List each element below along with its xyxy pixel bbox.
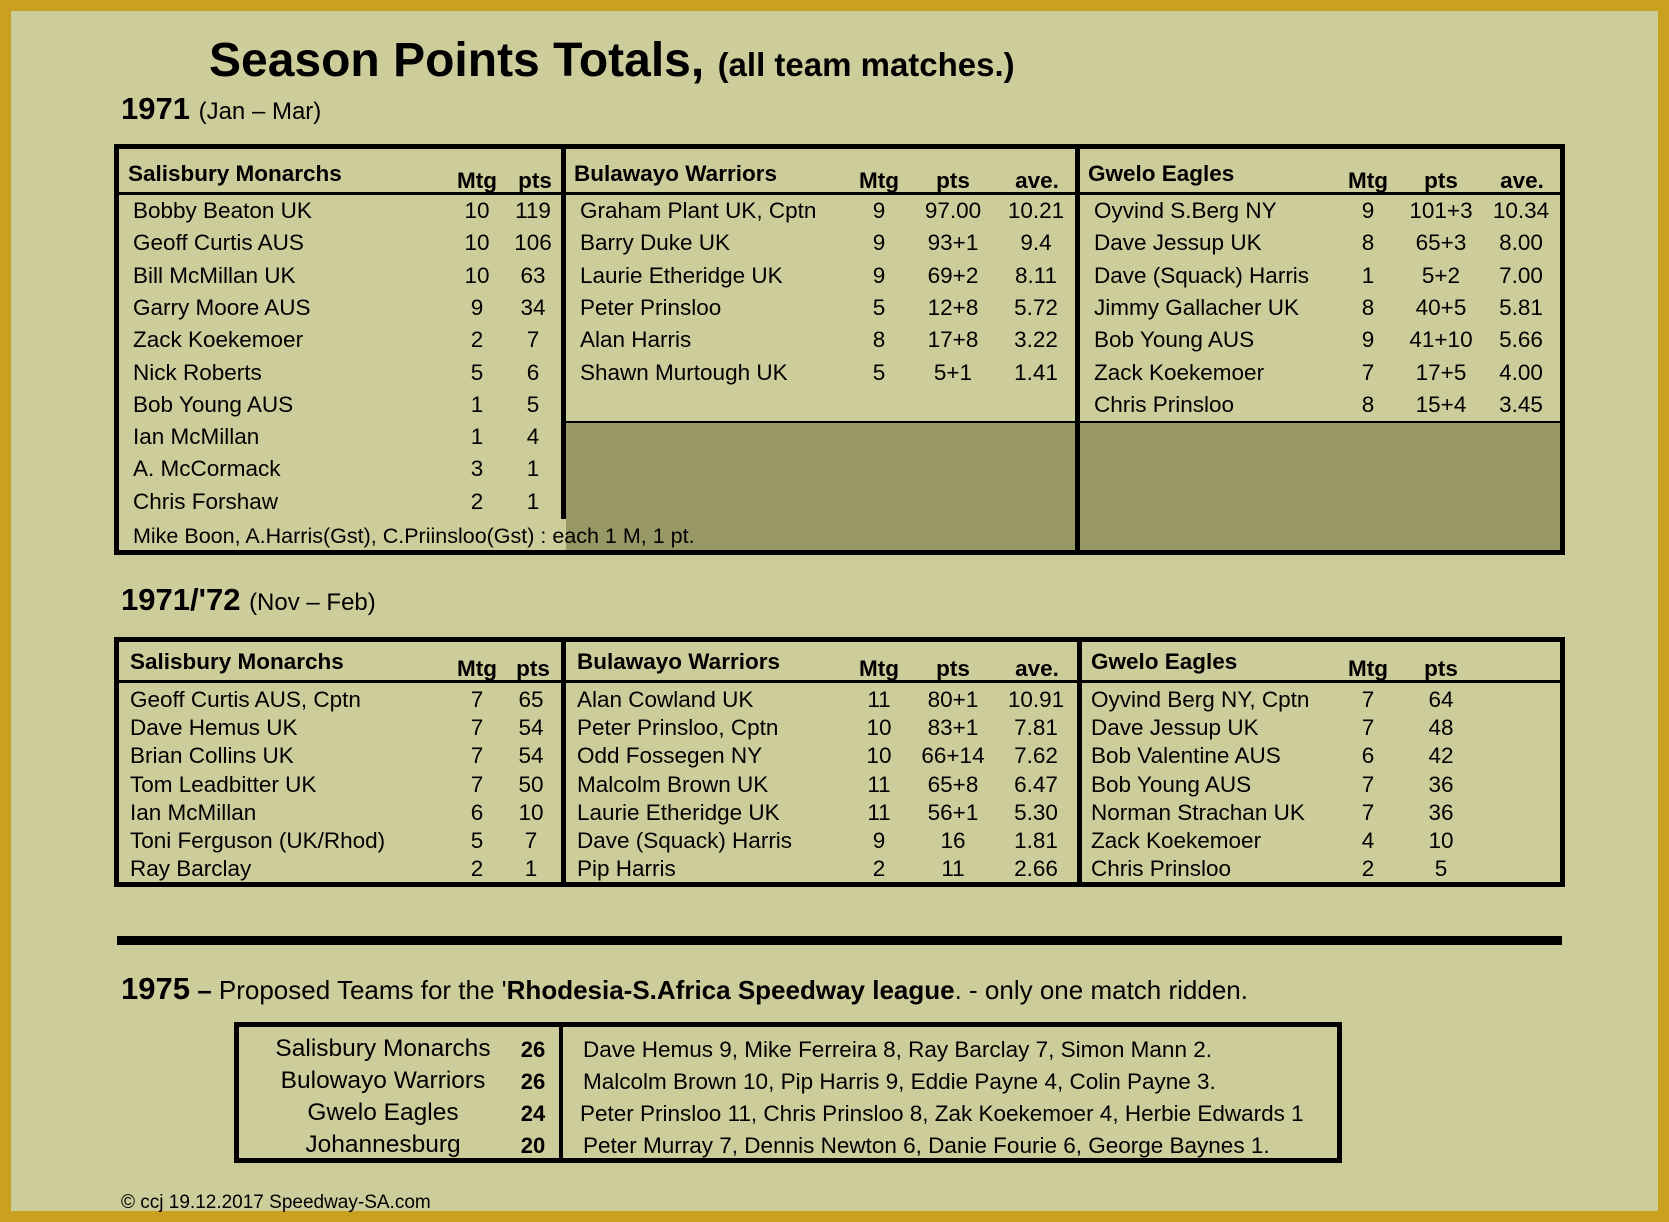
rider-name: Zack Koekemoer [1091, 828, 1262, 853]
rider-meetings: 5 [470, 360, 484, 385]
rider-average: 8.11 [1014, 263, 1058, 288]
rider-meetings: 1 [470, 392, 484, 417]
col-header-pts: pts [936, 168, 970, 193]
team-header: Salisbury Monarchs [128, 161, 342, 186]
heading-text-end: . - only one match ridden. [954, 975, 1248, 1005]
rider-meetings: 10 [866, 715, 892, 740]
rider-points: 5+2 [1421, 263, 1461, 288]
rider-name: Bob Young AUS [1094, 327, 1255, 352]
rider-average: 3.45 [1499, 392, 1543, 417]
team-name: Salisbury Monarchs [275, 1035, 491, 1062]
column-divider [1077, 642, 1082, 882]
rider-points: 16 [940, 828, 966, 853]
team-header: Salisbury Monarchs [130, 649, 344, 674]
rider-name: Peter Prinsloo [580, 295, 722, 320]
rider-average: 5.30 [1014, 800, 1058, 825]
rider-name: Shawn Murtough UK [580, 360, 788, 385]
rider-name: Laurie Etheridge UK [577, 800, 780, 825]
col-header-pts: pts [1424, 656, 1458, 681]
rider-name: Alan Harris [580, 327, 692, 352]
rider-name: Norman Strachan UK [1091, 800, 1305, 825]
season-span: (Nov – Feb) [249, 589, 376, 616]
rider-name: Laurie Etheridge UK [580, 263, 783, 288]
rider-name: Ian McMillan [133, 424, 260, 449]
rider-points: 63 [520, 263, 546, 288]
title-main: Season Points Totals, [209, 34, 705, 87]
rider-meetings: 7 [470, 715, 484, 740]
col-header-mtg: Mtg [1348, 656, 1388, 681]
rider-meetings: 11 [867, 687, 891, 712]
rider-points: 12+8 [927, 295, 979, 320]
page-title [209, 33, 1015, 88]
col-header-mtg: Mtg [859, 168, 899, 193]
rider-points: 119 [515, 198, 551, 223]
rider-points: 101+3 [1409, 198, 1473, 223]
rider-name: Oyvind S.Berg NY [1094, 198, 1277, 223]
rider-meetings: 9 [872, 198, 886, 223]
rider-name: Zack Koekemoer [133, 327, 304, 352]
copyright-footer: © ccj 19.12.2017 Speedway-SA.com [121, 1192, 431, 1213]
rider-name: Dave (Squack) Harris [1094, 263, 1310, 288]
rider-points: 106 [514, 230, 552, 255]
rider-name: Tom Leadbitter UK [130, 772, 317, 797]
team-header: Gwelo Eagles [1088, 161, 1235, 186]
rider-points: 17+8 [927, 327, 979, 352]
rider-name: Ray Barclay [130, 856, 252, 881]
rider-meetings: 2 [470, 856, 484, 881]
rider-points: 54 [518, 743, 544, 768]
rider-points: 97.00 [924, 198, 982, 223]
salisbury-1971-note: Mike Boon, A.Harris(Gst), C.Priinsloo(Gst) : each 1 M, 1 pt. [133, 524, 695, 548]
team-riders: Peter Prinsloo 11, Chris Prinsloo 8, Zak Koekemoer 4, Herbie Edwards 1 [580, 1101, 1304, 1126]
rider-meetings: 4 [1361, 828, 1375, 853]
rider-average: 7.62 [1014, 743, 1058, 768]
rider-name: Chris Prinsloo [1091, 856, 1232, 881]
rider-points: 7 [524, 828, 538, 853]
rider-name: Dave (Squack) Harris [577, 828, 793, 853]
empty-fill [1080, 423, 1560, 550]
rider-name: Bob Valentine AUS [1091, 743, 1281, 768]
team-points: 26 [520, 1069, 546, 1094]
col-header-pts: pts [936, 656, 970, 681]
rider-average: 4.00 [1499, 360, 1543, 385]
rider-meetings: 7 [470, 743, 484, 768]
rider-average: 7.81 [1014, 715, 1058, 740]
rider-average: 10.34 [1492, 198, 1550, 223]
rider-points: 93+1 [927, 230, 979, 255]
rider-name: Malcolm Brown UK [577, 772, 769, 797]
rider-name: Peter Prinsloo, Cptn [577, 715, 779, 740]
rider-name: Zack Koekemoer [1094, 360, 1265, 385]
rider-points: 50 [518, 772, 544, 797]
title-sub: (all team matches.) [717, 46, 1015, 83]
rider-name: Bobby Beaton UK [133, 198, 312, 223]
rider-meetings: 3 [470, 456, 484, 481]
rider-meetings: 11 [867, 800, 891, 825]
rider-points: 36 [1428, 772, 1454, 797]
rider-points: 40+5 [1415, 295, 1467, 320]
team-header: Bulawayo Warriors [574, 161, 777, 186]
rider-meetings: 10 [464, 230, 490, 255]
col-header-pts: pts [516, 656, 550, 681]
rider-points: 5 [1434, 856, 1448, 881]
rider-name: Geoff Curtis AUS [133, 230, 304, 255]
season-heading-1972 [121, 582, 376, 618]
rider-name: Bob Young AUS [1091, 772, 1252, 797]
rider-meetings: 8 [1361, 392, 1375, 417]
rider-points: 36 [1428, 800, 1454, 825]
rider-meetings: 1 [470, 424, 484, 449]
rider-name: Ian McMillan [130, 800, 257, 825]
col-header-pts: pts [1424, 168, 1458, 193]
team-riders: Dave Hemus 9, Mike Ferreira 8, Ray Barclay 7, Simon Mann 2. [583, 1037, 1212, 1062]
rider-name: Dave Jessup UK [1091, 715, 1259, 740]
rider-name: Barry Duke UK [580, 230, 731, 255]
season-heading-1975 [121, 971, 1248, 1007]
rider-meetings: 7 [470, 687, 484, 712]
rider-meetings: 5 [470, 828, 484, 853]
rider-average: 10.21 [1007, 198, 1065, 223]
rider-name: Chris Forshaw [133, 489, 279, 514]
rider-name: A. McCormack [133, 456, 281, 481]
team-header: Bulawayo Warriors [577, 649, 780, 674]
column-divider [559, 1027, 563, 1158]
rider-meetings: 2 [470, 489, 484, 514]
rider-meetings: 10 [464, 198, 490, 223]
col-header-ave: ave. [1015, 656, 1059, 681]
rider-points: 1 [526, 489, 540, 514]
rider-name: Dave Jessup UK [1094, 230, 1262, 255]
rider-meetings: 2 [470, 327, 484, 352]
rider-average: 9.4 [1020, 230, 1052, 255]
rider-average: 1.41 [1014, 360, 1058, 385]
rider-meetings: 11 [867, 772, 891, 797]
rider-meetings: 7 [1361, 772, 1375, 797]
season-year: 1971 [121, 91, 190, 126]
rider-points: 34 [520, 295, 546, 320]
rider-points: 4 [526, 424, 540, 449]
team-points: 24 [520, 1101, 546, 1126]
rider-meetings: 1 [1361, 263, 1375, 288]
rider-meetings: 10 [464, 263, 490, 288]
rider-average: 1.81 [1014, 828, 1058, 853]
rider-meetings: 6 [470, 800, 484, 825]
rider-name: Jimmy Gallacher UK [1094, 295, 1300, 320]
season-year: 1975 [121, 971, 190, 1006]
rider-meetings: 9 [872, 828, 886, 853]
col-header-mtg: Mtg [457, 168, 497, 193]
rider-meetings: 9 [1361, 327, 1375, 352]
rider-points: 56+1 [927, 800, 979, 825]
rider-meetings: 8 [1361, 230, 1375, 255]
rider-meetings: 7 [1361, 715, 1375, 740]
rider-points: 42 [1428, 743, 1454, 768]
rider-name: Oyvind Berg NY, Cptn [1091, 687, 1310, 712]
season-heading-1971 [121, 91, 321, 127]
rider-name: Graham Plant UK, Cptn [580, 198, 817, 223]
col-header-mtg: Mtg [859, 656, 899, 681]
rider-average: 5.66 [1499, 327, 1543, 352]
rider-points: 64 [1428, 687, 1454, 712]
rider-points: 48 [1428, 715, 1454, 740]
rider-name: Pip Harris [577, 856, 676, 881]
team-header: Gwelo Eagles [1091, 649, 1238, 674]
rider-meetings: 2 [1361, 856, 1375, 881]
rider-meetings: 9 [470, 295, 484, 320]
empty-fill [849, 519, 1075, 550]
rider-meetings: 9 [872, 230, 886, 255]
rider-points: 41+10 [1409, 327, 1473, 352]
col-header-pts: pts [518, 168, 552, 193]
rider-points: 6 [526, 360, 540, 385]
rider-points: 17+5 [1415, 360, 1467, 385]
rider-points: 5+1 [933, 360, 973, 385]
rider-name: Nick Roberts [133, 360, 262, 385]
rider-points: 83+1 [927, 715, 979, 740]
rider-points: 65+8 [927, 772, 979, 797]
column-divider [561, 642, 566, 882]
rider-meetings: 7 [1361, 687, 1375, 712]
rider-average: 5.81 [1499, 295, 1543, 320]
col-header-ave: ave. [1015, 168, 1059, 193]
rider-meetings: 5 [872, 295, 886, 320]
rider-points: 69+2 [927, 263, 979, 288]
team-points: 20 [520, 1133, 546, 1158]
rider-average: 6.47 [1014, 772, 1058, 797]
rider-average: 10.91 [1007, 687, 1065, 712]
heading-dash: – [189, 975, 219, 1005]
team-riders: Peter Murray 7, Dennis Newton 6, Danie Fourie 6, George Baynes 1. [583, 1133, 1270, 1158]
rider-points: 65+3 [1415, 230, 1467, 255]
rider-meetings: 6 [1361, 743, 1375, 768]
col-header-mtg: Mtg [457, 656, 497, 681]
rider-meetings: 2 [872, 856, 886, 881]
rider-name: Alan Cowland UK [577, 687, 754, 712]
rider-meetings: 9 [1361, 198, 1375, 223]
rider-points: 54 [518, 715, 544, 740]
col-header-mtg: Mtg [1348, 168, 1388, 193]
section-separator [117, 936, 1562, 945]
season-year: 1971/'72 [121, 582, 241, 617]
rider-name: Geoff Curtis AUS, Cptn [130, 687, 361, 712]
rider-average: 3.22 [1014, 327, 1058, 352]
rider-points: 10 [518, 800, 544, 825]
rider-meetings: 10 [866, 743, 892, 768]
rider-average: 5.72 [1014, 295, 1058, 320]
rider-points: 80+1 [927, 687, 979, 712]
team-name: Johannesburg [305, 1131, 461, 1158]
col-header-ave: ave. [1500, 168, 1544, 193]
team-riders: Malcolm Brown 10, Pip Harris 9, Eddie Payne 4, Colin Payne 3. [583, 1069, 1216, 1094]
rider-meetings: 7 [1361, 360, 1375, 385]
rider-meetings: 5 [872, 360, 886, 385]
rider-average: 8.00 [1499, 230, 1543, 255]
team-name: Bulowayo Warriors [280, 1067, 486, 1094]
rider-meetings: 7 [470, 772, 484, 797]
league-name: Rhodesia-S.Africa Speedway league [506, 975, 955, 1005]
rider-points: 66+14 [921, 743, 985, 768]
team-points: 26 [520, 1037, 546, 1062]
heading-text: Proposed Teams for the ' [218, 975, 507, 1005]
rider-points: 15+4 [1415, 392, 1467, 417]
rider-points: 7 [526, 327, 540, 352]
rider-meetings: 7 [1361, 800, 1375, 825]
rider-points: 10 [1428, 828, 1454, 853]
rider-meetings: 9 [872, 263, 886, 288]
rider-name: Bill McMillan UK [133, 263, 296, 288]
rider-points: 1 [524, 856, 538, 881]
rider-name: Toni Ferguson (UK/Rhod) [130, 828, 386, 853]
rider-average: 2.66 [1014, 856, 1058, 881]
team-name: Gwelo Eagles [307, 1099, 459, 1126]
rider-points: 1 [526, 456, 540, 481]
rider-meetings: 8 [1361, 295, 1375, 320]
rider-name: Garry Moore AUS [133, 295, 311, 320]
rider-name: Dave Hemus UK [130, 715, 298, 740]
rider-name: Bob Young AUS [133, 392, 294, 417]
rider-name: Odd Fossegen NY [577, 743, 763, 768]
rider-name: Chris Prinsloo [1094, 392, 1235, 417]
rider-points: 65 [518, 687, 544, 712]
rider-points: 11 [941, 856, 965, 881]
rider-average: 7.00 [1499, 263, 1543, 288]
rider-points: 5 [526, 392, 540, 417]
rider-meetings: 8 [872, 327, 886, 352]
season-span: (Jan – Mar) [198, 98, 322, 125]
rider-name: Brian Collins UK [130, 743, 294, 768]
